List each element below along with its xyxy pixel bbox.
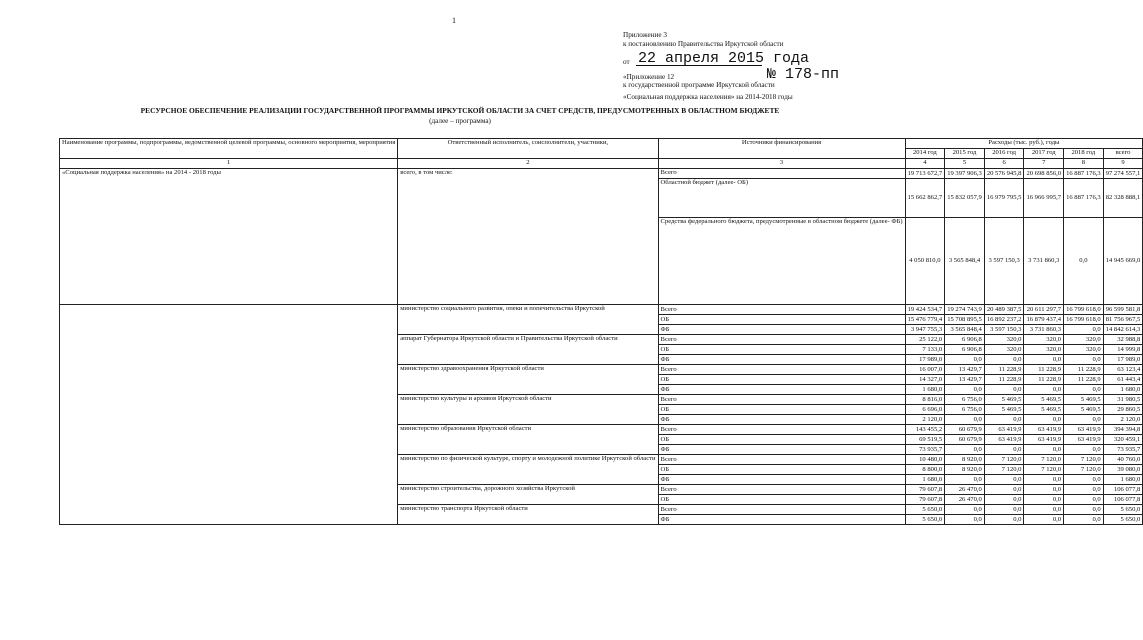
source-cell: Всего — [658, 365, 905, 375]
value-cell: 0,0 — [1064, 325, 1104, 335]
value-cell: 26 470,0 — [945, 485, 985, 495]
value-cell: 63 419,9 — [1064, 435, 1104, 445]
value-cell: 11 228,9 — [1024, 375, 1064, 385]
value-cell: 19 397 906,3 — [945, 169, 985, 179]
header-expenses: Расходы (тыс. руб.), годы — [905, 139, 1143, 149]
column-number: 4 — [905, 159, 945, 169]
value-cell: 63 419,9 — [1064, 425, 1104, 435]
value-cell: 13 429,7 — [945, 365, 985, 375]
program-name-cell: «Социальная поддержка населения» на 2014 - 2018 годы — [60, 169, 398, 305]
value-cell: 0,0 — [1064, 495, 1104, 505]
value-cell: 0,0 — [1024, 505, 1064, 515]
value-cell: 8 816,0 — [905, 395, 945, 405]
year-header: всего — [1103, 149, 1143, 159]
value-cell: 143 455,2 — [905, 425, 945, 435]
value-cell: 106 077,8 — [1103, 495, 1143, 505]
value-cell: 82 328 888,1 — [1103, 179, 1143, 218]
source-cell: ФБ — [658, 325, 905, 335]
value-cell: 0,0 — [945, 385, 985, 395]
header-executor: Ответственный исполнитель, соисполнители, участники, — [398, 139, 658, 159]
value-cell: 0,0 — [945, 505, 985, 515]
value-cell: 17 989,0 — [905, 355, 945, 365]
value-cell: 5 650,0 — [905, 505, 945, 515]
source-cell: Всего — [658, 455, 905, 465]
source-cell: ОБ — [658, 315, 905, 325]
number-value: 178-пп — [785, 66, 840, 83]
value-cell: 4 050 810,0 — [905, 218, 945, 305]
value-cell: 60 679,9 — [945, 425, 985, 435]
value-cell: 320,0 — [984, 335, 1024, 345]
column-number: 2 — [398, 159, 658, 169]
value-cell: 73 935,7 — [1103, 445, 1143, 455]
value-cell: 394 394,8 — [1103, 425, 1143, 435]
value-cell: 5 469,5 — [984, 405, 1024, 415]
value-cell: 11 228,9 — [1064, 375, 1104, 385]
value-cell: 11 228,9 — [984, 375, 1024, 385]
source-cell: ОБ — [658, 375, 905, 385]
value-cell: 7 133,0 — [905, 345, 945, 355]
value-cell: 0,0 — [1064, 505, 1104, 515]
page-number: 1 — [452, 16, 456, 25]
value-cell: 3 597 150,3 — [984, 218, 1024, 305]
value-cell: 10 480,0 — [905, 455, 945, 465]
value-cell: 16 007,0 — [905, 365, 945, 375]
value-cell: 5 650,0 — [1103, 505, 1143, 515]
year-header: 2017 год — [1024, 149, 1064, 159]
value-cell: 0,0 — [945, 515, 985, 525]
value-cell: 13 429,7 — [945, 375, 985, 385]
value-cell: 29 860,5 — [1103, 405, 1143, 415]
value-cell: 3 565 848,4 — [945, 325, 985, 335]
value-cell: 0,0 — [1064, 485, 1104, 495]
date-underline — [636, 65, 762, 66]
value-cell: 0,0 — [1064, 385, 1104, 395]
value-cell: 1 680,0 — [1103, 475, 1143, 485]
value-cell: 0,0 — [1024, 485, 1064, 495]
column-number: 3 — [658, 159, 905, 169]
executor-cell: аппарат Губернатора Иркутской области и Правительства Иркутской области — [398, 335, 658, 365]
table-row — [60, 305, 1143, 315]
value-cell: 320,0 — [1024, 335, 1064, 345]
value-cell: 31 980,5 — [1103, 395, 1143, 405]
source-cell: ОБ — [658, 465, 905, 475]
value-cell: 106 077,8 — [1103, 485, 1143, 495]
value-cell: 5 650,0 — [905, 515, 945, 525]
value-cell: 25 122,0 — [905, 335, 945, 345]
value-cell: 63 419,9 — [1024, 435, 1064, 445]
source-cell: ФБ — [658, 355, 905, 365]
column-number: 6 — [984, 159, 1024, 169]
handwritten-number — [767, 66, 839, 83]
value-cell: 63 419,9 — [984, 435, 1024, 445]
value-cell: 0,0 — [1064, 445, 1104, 455]
value-cell: 0,0 — [1064, 218, 1104, 305]
value-cell: 15 662 862,7 — [905, 179, 945, 218]
source-cell: Всего — [658, 169, 905, 179]
value-cell: 2 120,0 — [1103, 415, 1143, 425]
value-cell: 79 607,8 — [905, 485, 945, 495]
value-cell: 17 989,0 — [1103, 355, 1143, 365]
value-cell: 11 228,9 — [1024, 365, 1064, 375]
source-cell: ФБ — [658, 515, 905, 525]
value-cell: 6 756,0 — [945, 395, 985, 405]
source-cell: ОБ — [658, 495, 905, 505]
value-cell: 63 123,4 — [1103, 365, 1143, 375]
value-cell: 15 832 057,9 — [945, 179, 985, 218]
executor-cell: министерство транспорта Иркутской области — [398, 505, 658, 525]
value-cell: 15 708 895,5 — [945, 315, 985, 325]
value-cell: 0,0 — [1064, 515, 1104, 525]
value-cell: 19 274 743,9 — [945, 305, 985, 315]
value-cell: 3 947 755,3 — [905, 325, 945, 335]
value-cell: 0,0 — [945, 475, 985, 485]
appendix-line: «Социальная поддержка населения» на 2014-2018 годы — [623, 92, 793, 101]
value-cell: 0,0 — [984, 415, 1024, 425]
value-cell: 63 419,9 — [984, 425, 1024, 435]
value-cell: 11 228,9 — [1064, 365, 1104, 375]
value-cell: 0,0 — [984, 505, 1024, 515]
value-cell: 63 419,9 — [1024, 425, 1064, 435]
source-cell: ОБ — [658, 405, 905, 415]
handwritten-date: 22 апреля 2015 года — [638, 50, 810, 67]
source-cell: ФБ — [658, 415, 905, 425]
source-cell: Средства федерального бюджета, предусмотренные в областном бюджете (далее- ФБ) — [658, 218, 905, 305]
value-cell: 1 680,0 — [905, 475, 945, 485]
value-cell: 40 760,0 — [1103, 455, 1143, 465]
value-cell: 2 120,0 — [905, 415, 945, 425]
document-subtitle: (далее – программа) — [429, 117, 491, 125]
executor-cell: министерство строительства, дорожного хозяйства Иркутской — [398, 485, 658, 505]
value-cell: 20 698 856,0 — [1024, 169, 1064, 179]
value-cell: 14 999,8 — [1103, 345, 1143, 355]
executor-cell: всего, в том числе: — [398, 169, 658, 305]
value-cell: 8 920,0 — [945, 465, 985, 475]
value-cell: 6 906,8 — [945, 335, 985, 345]
value-cell: 7 120,0 — [1024, 465, 1064, 475]
source-cell: ФБ — [658, 385, 905, 395]
value-cell: 6 906,8 — [945, 345, 985, 355]
value-cell: 0,0 — [984, 495, 1024, 505]
value-cell: 16 887 176,3 — [1064, 179, 1104, 218]
value-cell: 5 469,5 — [1064, 395, 1104, 405]
value-cell: 61 443,4 — [1103, 375, 1143, 385]
value-cell: 11 228,9 — [984, 365, 1024, 375]
value-cell: 0,0 — [984, 475, 1024, 485]
value-cell: 0,0 — [1024, 415, 1064, 425]
column-number: 1 — [60, 159, 398, 169]
value-cell: 320,0 — [984, 345, 1024, 355]
value-cell: 0,0 — [1024, 495, 1064, 505]
value-cell: 0,0 — [1064, 475, 1104, 485]
value-cell: 20 489 387,5 — [984, 305, 1024, 315]
value-cell: 16 799 618,0 — [1064, 305, 1104, 315]
value-cell: 0,0 — [1064, 355, 1104, 365]
value-cell: 69 519,5 — [905, 435, 945, 445]
value-cell: 19 424 534,7 — [905, 305, 945, 315]
value-cell: 97 274 557,1 — [1103, 169, 1143, 179]
value-cell: 7 120,0 — [1064, 455, 1104, 465]
value-cell: 0,0 — [984, 485, 1024, 495]
value-cell: 0,0 — [1064, 415, 1104, 425]
value-cell: 5 469,5 — [984, 395, 1024, 405]
value-cell: 16 979 795,5 — [984, 179, 1024, 218]
value-cell: 3 597 150,3 — [984, 325, 1024, 335]
value-cell: 7 120,0 — [984, 455, 1024, 465]
value-cell: 5 469,5 — [1024, 395, 1064, 405]
source-cell: Всего — [658, 505, 905, 515]
value-cell: 3 565 848,4 — [945, 218, 985, 305]
column-number: 5 — [945, 159, 985, 169]
source-cell: ОБ — [658, 345, 905, 355]
header-source: Источники финансирования — [658, 139, 905, 159]
value-cell: 0,0 — [1024, 475, 1064, 485]
empty-name-cell — [60, 305, 398, 525]
value-cell: 26 470,0 — [945, 495, 985, 505]
document-title: РЕСУРСНОЕ ОБЕСПЕЧЕНИЕ РЕАЛИЗАЦИИ ГОСУДАРСТВЕННОЙ ПРОГРАММЫ ИРКУТСКОЙ ОБЛАСТИ ЗА СЧЕТ СРЕДСТВ, ПРЕДУСМОТРЕННЫХ В ОБЛАСТНОМ БЮДЖЕТЕ — [140, 106, 780, 115]
value-cell: 6 756,0 — [945, 405, 985, 415]
executor-cell: министерство по физической культуре, спорту и молодежной политике Иркутской области — [398, 455, 658, 485]
source-cell: Всего — [658, 425, 905, 435]
source-cell: Всего — [658, 395, 905, 405]
value-cell: 0,0 — [984, 355, 1024, 365]
value-cell: 320,0 — [1064, 345, 1104, 355]
executor-cell: министерство здравоохранения Иркутской области — [398, 365, 658, 395]
appendix-line: Приложение 3 — [623, 31, 667, 39]
source-cell: ОБ — [658, 435, 905, 445]
value-cell: 0,0 — [984, 515, 1024, 525]
value-cell: 320,0 — [1064, 335, 1104, 345]
resource-table — [59, 138, 1143, 525]
executor-cell: министерство культуры и архивов Иркутской области — [398, 395, 658, 425]
column-number: 7 — [1024, 159, 1064, 169]
column-number: 8 — [1064, 159, 1104, 169]
column-number: 9 — [1103, 159, 1143, 169]
value-cell: 60 679,9 — [945, 435, 985, 445]
value-cell: 5 469,5 — [1024, 405, 1064, 415]
value-cell: 81 756 967,5 — [1103, 315, 1143, 325]
year-header: 2016 год — [984, 149, 1024, 159]
source-cell: Всего — [658, 335, 905, 345]
value-cell: 0,0 — [945, 415, 985, 425]
executor-cell: министерство образования Иркутской области — [398, 425, 658, 455]
value-cell: 96 599 581,8 — [1103, 305, 1143, 315]
value-cell: 0,0 — [945, 445, 985, 455]
year-header: 2014 год — [905, 149, 945, 159]
source-cell: Всего — [658, 305, 905, 315]
value-cell: 19 713 672,7 — [905, 169, 945, 179]
value-cell: 20 611 297,7 — [1024, 305, 1064, 315]
year-header: 2015 год — [945, 149, 985, 159]
year-header: 2018 год — [1064, 149, 1104, 159]
value-cell: 0,0 — [945, 355, 985, 365]
value-cell: 7 120,0 — [1024, 455, 1064, 465]
appendix-line: «Приложение 12 — [623, 72, 675, 81]
appendix-line: к постановлению Правительства Иркутской области — [623, 39, 784, 48]
value-cell: 0,0 — [1024, 445, 1064, 455]
value-cell: 32 988,8 — [1103, 335, 1143, 345]
value-cell: 8 800,0 — [905, 465, 945, 475]
source-cell: Областной бюджет (далее- ОБ) — [658, 179, 905, 218]
value-cell: 0,0 — [1024, 515, 1064, 525]
value-cell: 16 799 618,0 — [1064, 315, 1104, 325]
header-name: Наименование программы, подпрограммы, ведомственной целевой программы, основного мероприятия, мероприятия — [60, 139, 398, 159]
value-cell: 0,0 — [984, 445, 1024, 455]
source-cell: ФБ — [658, 445, 905, 455]
value-cell: 16 879 437,4 — [1024, 315, 1064, 325]
value-cell: 1 680,0 — [1103, 385, 1143, 395]
source-cell: ФБ — [658, 475, 905, 485]
source-cell: Всего — [658, 485, 905, 495]
value-cell: 7 120,0 — [1064, 465, 1104, 475]
value-cell: 1 680,0 — [905, 385, 945, 395]
executor-cell: министерство социального развития, опеки и попечительства Иркутской — [398, 305, 658, 335]
value-cell: 7 120,0 — [984, 465, 1024, 475]
value-cell: 15 476 779,4 — [905, 315, 945, 325]
value-cell: 320,0 — [1024, 345, 1064, 355]
value-cell: 14 327,0 — [905, 375, 945, 385]
value-cell: 3 731 860,3 — [1024, 325, 1064, 335]
appendix-line: к государственной программе Иркутской области — [623, 81, 775, 89]
value-cell: 0,0 — [984, 385, 1024, 395]
value-cell: 16 892 237,2 — [984, 315, 1024, 325]
value-cell: 8 920,0 — [945, 455, 985, 465]
value-cell: 79 607,8 — [905, 495, 945, 505]
value-cell: 5 650,0 — [1103, 515, 1143, 525]
value-cell: 3 731 860,3 — [1024, 218, 1064, 305]
value-cell: 14 945 669,0 — [1103, 218, 1143, 305]
value-cell: 320 459,1 — [1103, 435, 1143, 445]
number-sign: № — [767, 66, 777, 83]
value-cell: 0,0 — [1024, 385, 1064, 395]
value-cell: 5 469,5 — [1064, 405, 1104, 415]
appendix-date-prefix: от — [623, 58, 630, 66]
value-cell: 20 576 945,8 — [984, 169, 1024, 179]
value-cell: 73 935,7 — [905, 445, 945, 455]
value-cell: 16 887 176,3 — [1064, 169, 1104, 179]
value-cell: 0,0 — [1024, 355, 1064, 365]
value-cell: 39 080,0 — [1103, 465, 1143, 475]
value-cell: 16 966 995,7 — [1024, 179, 1064, 218]
table-row — [60, 169, 1143, 179]
value-cell: 14 842 614,3 — [1103, 325, 1143, 335]
value-cell: 6 696,0 — [905, 405, 945, 415]
